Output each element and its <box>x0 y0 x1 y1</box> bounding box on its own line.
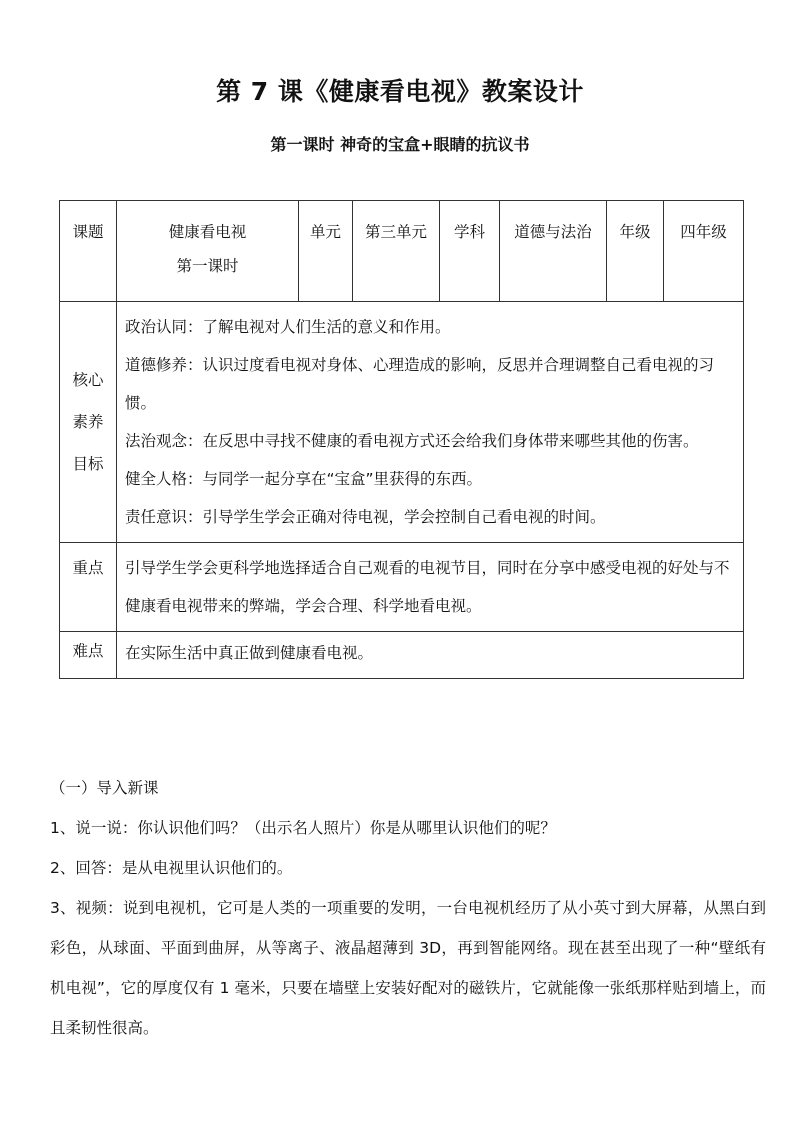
lesson-plan-table <box>59 200 744 679</box>
grade-label: 年级 <box>607 201 664 302</box>
difficulty-label: 难点 <box>60 632 117 679</box>
difficulty-row <box>60 632 744 679</box>
core-literacy-row <box>60 302 744 543</box>
paragraph-3: 3、视频：说到电视机，它可是人类的一项重要的发明，一台电视机经历了从小英寸到大屏幕，从黑白到彩色，从球面、平面到曲屏，从等离子、液晶超薄到 3D，再到智能网络。现在甚至出现了一种“壁纸有机电视”，它的厚度仅有 1 毫米，只要在墙壁上安装好配对的磁铁片，它就能像一张纸那样贴到墙上，而且柔韧性很高。 <box>50 899 766 1037</box>
topic-label: 课题 <box>60 201 117 302</box>
key-point-row <box>60 543 744 632</box>
topic-value-line1: 健康看电视 <box>168 223 247 241</box>
core-item: 政治认同：了解电视对人们生活的意义和作用。 <box>125 318 451 336</box>
core-item: 责任意识：引导学生学会正确对待电视，学会控制自己看电视的时间。 <box>125 508 606 526</box>
core-item: 健全人格：与同学一起分享在“宝盒”里获得的东西。 <box>125 470 483 488</box>
topic-value-line2: 第一课时 <box>176 257 239 275</box>
core-literacy-label: 核心 素养 目标 <box>60 302 117 543</box>
section-heading: （一）导入新课 <box>50 779 159 797</box>
topic-value <box>117 201 299 302</box>
header-row <box>60 201 744 302</box>
page-subtitle: 第一课时 神奇的宝盒+眼睛的抗议书 <box>270 135 530 154</box>
paragraph-2: 2、回答：是从电视里认识他们的。 <box>50 859 293 877</box>
key-point-text: 引导学生学会更科学地选择适合自己观看的电视节目，同时在分享中感受电视的好处与不健康看电视带来的弊端，学会合理、科学地看电视。 <box>117 543 744 632</box>
unit-label: 单元 <box>299 201 353 302</box>
core-item: 道德修养：认识过度看电视对身体、心理造成的影响，反思并合理调整自己看电视的习惯。 <box>125 356 715 412</box>
subject-value: 道德与法治 <box>500 201 607 302</box>
key-point-label: 重点 <box>60 543 117 632</box>
grade-value: 四年级 <box>664 201 744 302</box>
unit-value: 第三单元 <box>353 201 440 302</box>
page-title: 第 7 课《健康看电视》教案设计 <box>216 77 584 106</box>
core-literacy-content <box>117 302 744 543</box>
difficulty-text: 在实际生活中真正做到健康看电视。 <box>117 632 744 679</box>
subject-label: 学科 <box>440 201 500 302</box>
paragraph-1: 1、说一说：你认识他们吗？（出示名人照片）你是从哪里认识他们的呢？ <box>50 819 556 837</box>
core-item: 法治观念：在反思中寻找不健康的看电视方式还会给我们身体带来哪些其他的伤害。 <box>125 432 699 450</box>
lesson-body <box>50 768 766 1048</box>
